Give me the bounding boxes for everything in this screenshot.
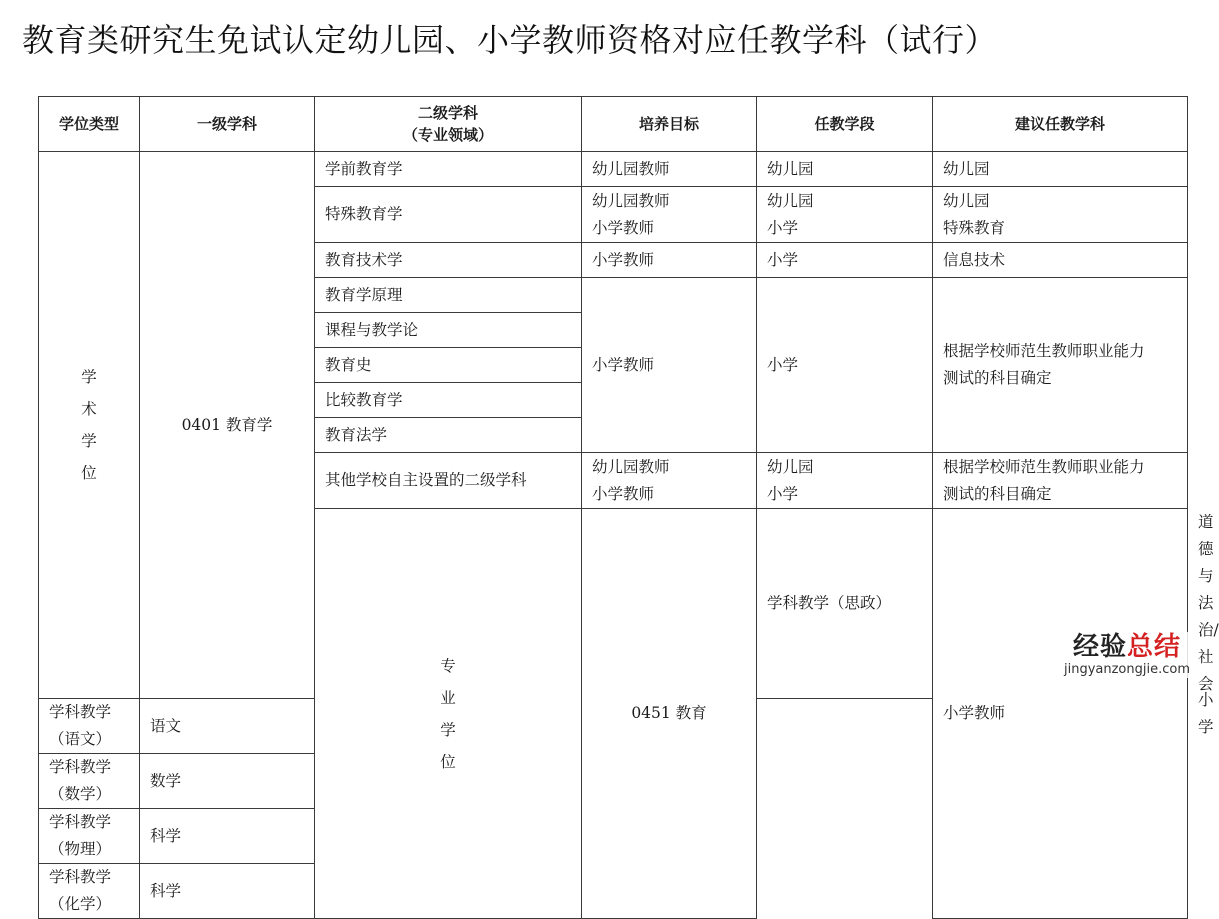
- subject-line: 幼儿园: [943, 191, 990, 210]
- header-first-level: 一级学科: [140, 97, 315, 152]
- subject-cell: 幼儿园: [933, 152, 1188, 187]
- stage-line: 幼儿园: [767, 457, 814, 476]
- goal-cell: 小学教师: [582, 243, 757, 278]
- watermark-brand-a: 经验: [1072, 632, 1127, 662]
- table-row: 专 业 学 位 0451 教育 学科教学（思政） 小学教师 小学 道德与法治/社会: [39, 509, 1188, 699]
- stage-cell: [757, 453, 933, 509]
- degree-char: 学: [440, 720, 456, 739]
- degree-char: 学: [81, 368, 97, 386]
- subject-cell: 数学: [140, 754, 315, 809]
- goal-cell: [582, 187, 757, 243]
- goal-line: 小学教师: [592, 484, 655, 503]
- subject-line: 根据学校师范生教师职业能力: [943, 457, 1145, 476]
- teacher-qualification-table: [38, 96, 1219, 919]
- header-degree-type: 学位类型: [39, 97, 140, 152]
- second-level-cell: 学前教育学: [315, 152, 582, 187]
- subject-cell: 信息技术: [933, 243, 1188, 278]
- subject-cell: 科学: [140, 809, 315, 864]
- second-level-cell: 学科教学（数学）: [39, 754, 140, 809]
- stage-cell: 小学: [757, 278, 933, 453]
- subject-cell: 科学: [140, 864, 315, 919]
- subject-line: 测试的科目确定: [943, 369, 1052, 387]
- stage-line: 幼儿园: [767, 191, 814, 210]
- degree-char: 位: [440, 752, 456, 771]
- degree-type-academic: [39, 152, 140, 699]
- header-teaching-stage: 任教学段: [757, 97, 933, 152]
- header-second-level: [315, 97, 582, 152]
- second-level-cell: 学科教学（语文）: [39, 699, 140, 754]
- degree-char: 学: [81, 432, 97, 450]
- header-second-level-line2: （专业领域）: [402, 126, 493, 144]
- watermark-url: jingyanzongjie.com: [1063, 662, 1190, 677]
- second-level-cell: 课程与教学论: [315, 313, 582, 348]
- second-level-cell: 教育法学: [315, 418, 582, 453]
- second-level-cell: 教育技术学: [315, 243, 582, 278]
- header-row: [39, 97, 1188, 152]
- header-suggested-subject: 建议任教学科: [933, 97, 1188, 152]
- second-level-cell: 教育史: [315, 348, 582, 383]
- degree-char: 专: [440, 656, 456, 675]
- goal-cell: [582, 453, 757, 509]
- goal-line: 小学教师: [592, 218, 655, 237]
- first-level-education: 0401 教育学: [140, 152, 315, 699]
- stage-line: 小学: [767, 484, 799, 503]
- header-training-goal: 培养目标: [582, 97, 757, 152]
- second-level-cell: 比较教育学: [315, 383, 582, 418]
- degree-type-professional: [315, 509, 582, 919]
- goal-line: 幼儿园教师: [592, 457, 670, 476]
- page-title: 教育类研究生免试认定幼儿园、小学教师资格对应任教学科（试行）: [22, 21, 998, 59]
- subject-cell: [933, 453, 1188, 509]
- degree-char: 业: [440, 688, 456, 707]
- stage-line: 小学: [767, 218, 799, 237]
- first-level-education: 0451 教育: [582, 509, 757, 919]
- second-level-cell: 学科教学（思政）: [757, 509, 933, 699]
- goal-cell: 幼儿园教师: [582, 152, 757, 187]
- subject-line: 根据学校师范生教师职业能力: [943, 342, 1145, 360]
- header-second-level-line1: 二级学科: [417, 104, 478, 122]
- second-level-cell: 学科教学（化学）: [39, 864, 140, 919]
- second-level-cell: 学科教学（物理）: [39, 809, 140, 864]
- degree-char: 术: [81, 400, 97, 418]
- watermark-brand-b: 总结: [1126, 632, 1181, 662]
- subject-line: 特殊教育: [943, 218, 1006, 237]
- subject-cell: [933, 278, 1188, 453]
- stage-cell: 幼儿园: [757, 152, 933, 187]
- subject-cell: [933, 187, 1188, 243]
- second-level-cell: 教育学原理: [315, 278, 582, 313]
- watermark-brand: [1064, 632, 1190, 662]
- goal-cell: 小学教师: [582, 278, 757, 453]
- stage-cell: [757, 187, 933, 243]
- subject-line: 测试的科目确定: [943, 484, 1052, 503]
- stage-cell: 小学: [757, 243, 933, 278]
- table-row: [39, 152, 1188, 187]
- second-level-cell: 其他学校自主设置的二级学科: [315, 453, 582, 509]
- subject-cell: 语文: [140, 699, 315, 754]
- second-level-cell: 特殊教育学: [315, 187, 582, 243]
- watermark: [1064, 632, 1190, 678]
- goal-line: 幼儿园教师: [592, 191, 670, 210]
- goal-cell: 小学教师: [933, 509, 1188, 919]
- degree-char: 位: [81, 464, 97, 482]
